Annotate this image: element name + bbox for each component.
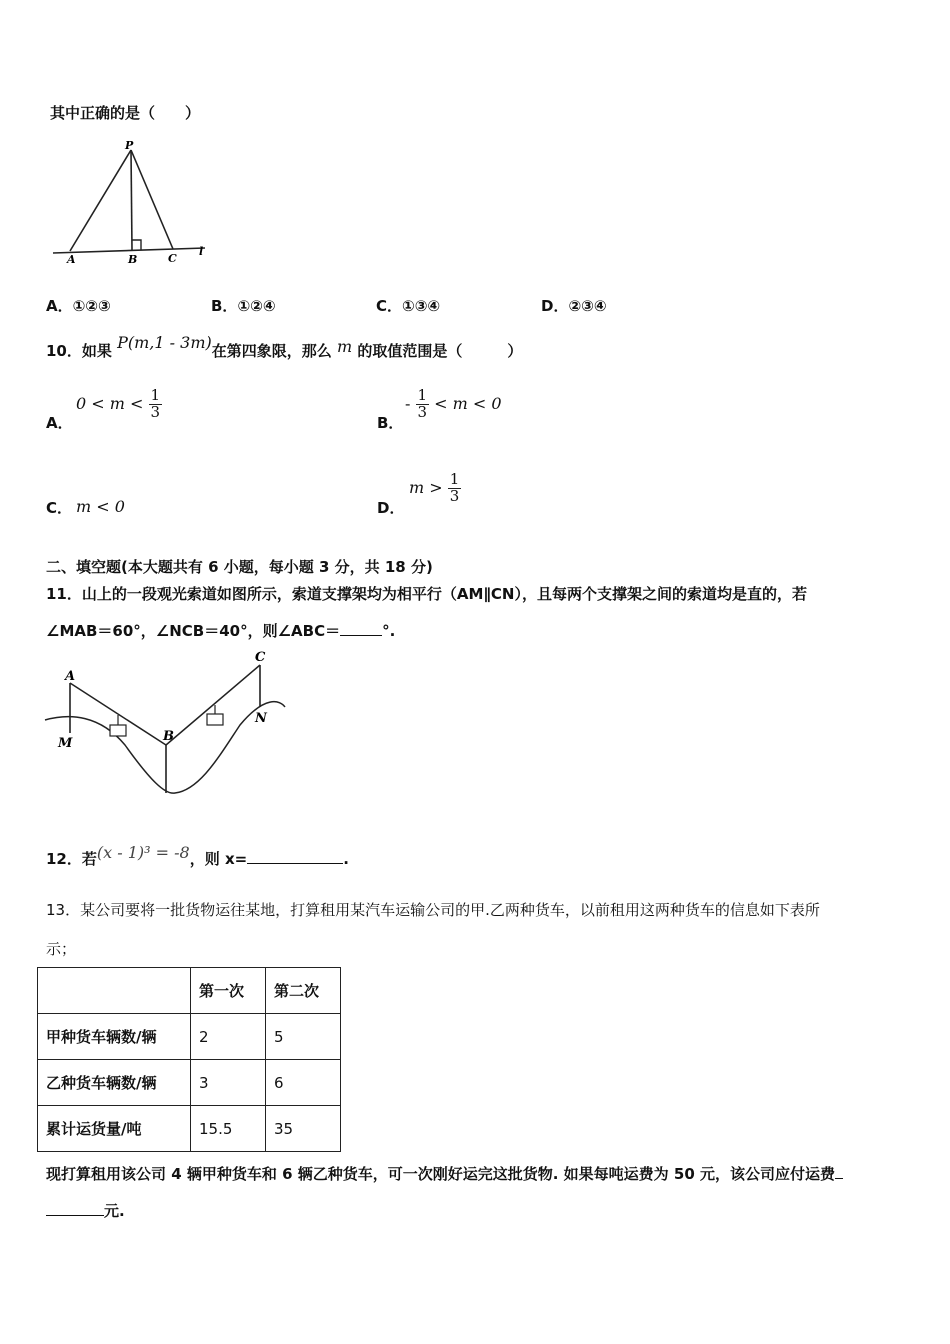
q13-line1: 13．某公司要将一批货物运往某地，打算租用某汽车运输公司的甲.乙两种货车，以前租用这两种货车的信息如下表所	[46, 901, 820, 919]
table-header-cell: 第一次	[191, 968, 266, 1014]
table-cell: 6	[266, 1060, 341, 1106]
answer-blank-start[interactable]	[835, 1178, 843, 1179]
q13-line2: 示；	[46, 940, 77, 958]
option-letter: A．	[46, 297, 73, 315]
q13-unit: 元.	[104, 1202, 125, 1220]
label-a: A	[67, 253, 76, 266]
table-cell: 5	[266, 1014, 341, 1060]
q13-after-line2	[46, 1200, 125, 1221]
table-cell: 甲种货车辆数/辆	[38, 1014, 191, 1060]
option-expression: m >	[409, 477, 443, 497]
table-cell: 35	[266, 1106, 341, 1152]
q12-mid: ，则 x=	[189, 850, 248, 868]
q11-line2	[46, 620, 395, 641]
section-heading: 二、填空题(本大题共有 6 小题，每小题 3 分，共 18 分)	[46, 558, 433, 576]
numerator: 1	[449, 470, 460, 488]
q10-option-d[interactable]	[409, 472, 461, 505]
label-b: B	[128, 253, 138, 266]
q12-post: .	[343, 850, 349, 868]
option-expression: 0 < m <	[76, 393, 144, 413]
answer-blank[interactable]	[247, 863, 343, 864]
option-expression: m < 0	[76, 497, 125, 516]
q12-line	[46, 843, 349, 869]
denominator: 3	[417, 402, 428, 421]
q13-after-line1	[46, 1163, 843, 1184]
label-n: N	[255, 711, 267, 726]
numerator: 1	[417, 386, 428, 404]
fraction	[416, 388, 430, 421]
triangle-figure	[45, 138, 220, 268]
label-c: C	[168, 252, 177, 265]
minus-sign: -	[405, 393, 411, 413]
label-l: l	[199, 245, 204, 258]
q10-option-b-letter: B．	[377, 414, 404, 432]
option-letter: D．	[541, 297, 569, 315]
label-p: P	[125, 139, 134, 152]
option-text: ①②④	[237, 297, 276, 315]
q13-question: 现打算租用该公司 4 辆甲种货车和 6 辆乙种货车，可一次刚好运完这批货物. 如果每吨运费为 50 元，该公司应付运费	[46, 1165, 836, 1183]
q10-option-c[interactable]	[76, 497, 125, 516]
answer-blank[interactable]	[46, 1215, 104, 1216]
q10-stem	[46, 333, 523, 361]
point-expression: P(m,1 - 3m)	[117, 333, 212, 352]
table-cell: 累计运货量/吨	[38, 1106, 191, 1152]
option-expression: < m < 0	[434, 393, 502, 413]
numerator: 1	[150, 386, 161, 404]
option-text: ①②③	[72, 297, 111, 315]
q12-pre: 12．若	[46, 850, 97, 868]
truck-table	[37, 967, 341, 1152]
option-d[interactable]	[541, 295, 607, 316]
table-row	[38, 1060, 341, 1106]
q10-option-b[interactable]	[405, 388, 502, 421]
option-b[interactable]	[211, 295, 276, 316]
option-a[interactable]	[46, 295, 111, 316]
denominator: 3	[449, 486, 460, 505]
table-header-cell	[38, 968, 191, 1014]
question-number: 10．	[46, 342, 82, 360]
q10-option-a[interactable]	[76, 388, 162, 421]
option-letter: C．	[376, 297, 403, 315]
q10-option-a-letter: A．	[46, 414, 73, 432]
table-row	[38, 1014, 341, 1060]
q12-expression: (x - 1)³ = -8	[96, 843, 190, 862]
cable-figure	[40, 645, 295, 805]
q11-condition: ∠MAB＝60°，∠NCB＝40°，则∠ABC＝	[46, 622, 341, 640]
q10-mid: 在第四象限，那么	[211, 342, 332, 360]
fraction	[448, 472, 462, 505]
table-row	[38, 1106, 341, 1152]
denominator: 3	[150, 402, 161, 421]
label-b: B	[163, 729, 174, 744]
question-stem: 其中正确的是（ ）	[50, 104, 201, 122]
q11-unit: °.	[382, 622, 396, 640]
table-header-row	[38, 968, 341, 1014]
fraction	[149, 388, 163, 421]
table-cell: 3	[191, 1060, 266, 1106]
option-c[interactable]	[376, 295, 440, 316]
table-header-cell: 第二次	[266, 968, 341, 1014]
q10-post: 的取值范围是（ ）	[357, 342, 523, 360]
q10-pre: 如果	[81, 342, 112, 360]
label-a: A	[65, 669, 76, 684]
q11-line1: 11．山上的一段观光索道如图所示，索道支撑架均为相平行（AM∥CN），且每两个支撑架之间的索道均是直的，若	[46, 585, 807, 603]
table-cell: 15.5	[191, 1106, 266, 1152]
label-c: C	[255, 650, 266, 665]
answer-blank[interactable]	[340, 635, 382, 636]
q10-option-c-letter: C．	[46, 499, 73, 517]
q10-option-d-letter: D．	[377, 499, 405, 517]
table-cell: 乙种货车辆数/辆	[38, 1060, 191, 1106]
option-text: ②③④	[568, 297, 607, 315]
table-cell: 2	[191, 1014, 266, 1060]
option-letter: B．	[211, 297, 238, 315]
label-m: M	[58, 736, 73, 751]
option-text: ①③④	[402, 297, 441, 315]
variable-m: m	[337, 337, 353, 356]
